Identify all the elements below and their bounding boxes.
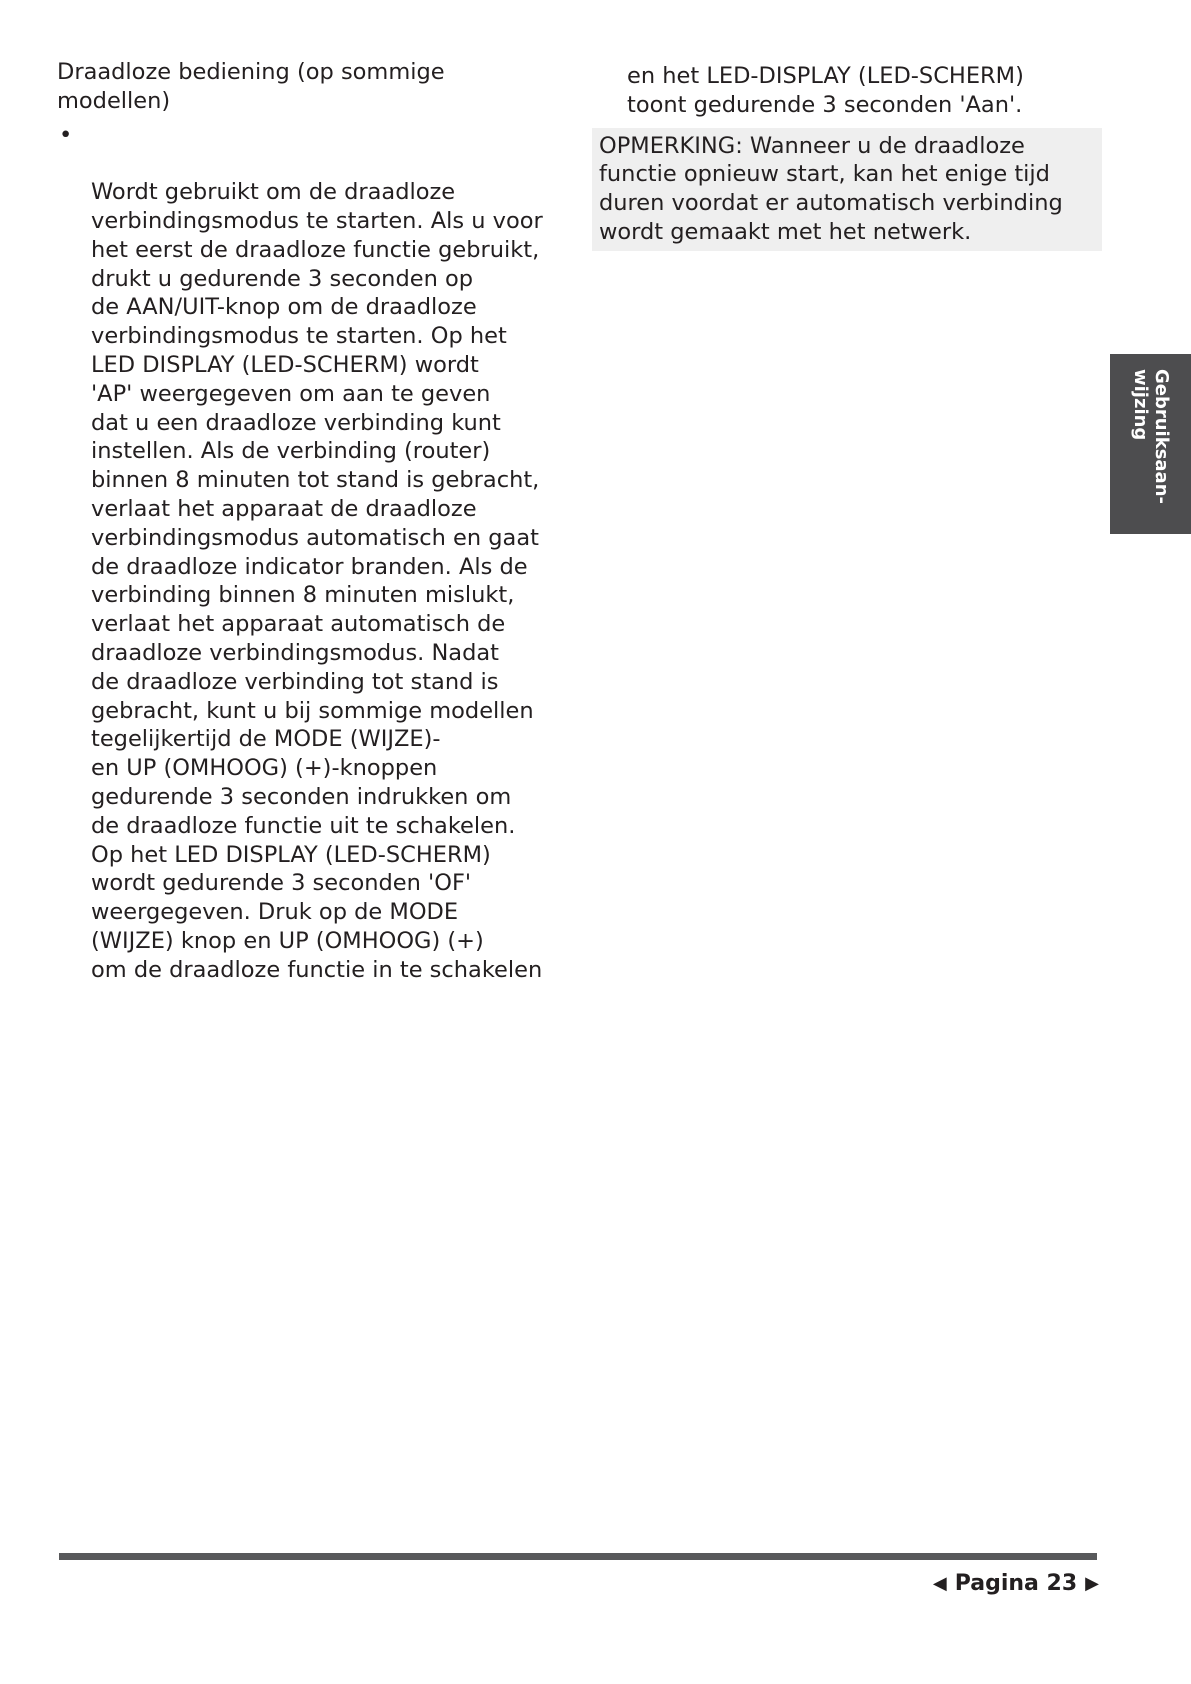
bullet-continuation: en het LED-DISPLAY (LED-SCHERM) toont gedurende 3 seconden 'Aan'.: [627, 63, 1024, 118]
note-box: OPMERKING: Wanneer u de draadloze functie opnieuw start, kan het enige tijd duren voordat er automatisch verbinding wordt gemaakt met het netwerk.: [592, 128, 1102, 251]
page-number: [933, 1571, 1099, 1596]
left-column: [57, 58, 577, 985]
side-tab-label: Gebruiksaan- wijzing: [1130, 369, 1172, 504]
footer-divider: [59, 1553, 1097, 1560]
next-page-icon: ▶: [1085, 1573, 1099, 1594]
side-tab: [1110, 354, 1191, 534]
bullet-symbol: •: [59, 121, 73, 148]
prev-page-icon: ◀: [932, 1573, 947, 1594]
right-column: [592, 62, 1102, 251]
page-label: Pagina 23: [954, 1571, 1078, 1596]
bullet-text: Wordt gebruikt om de draadloze verbindingsmodus te starten. Als u voor het eerst de draadloze functie gebruikt, drukt u gedurende 3 seconden op de AAN/UIT-knop om de draadloze verbindingsmodus te starten. Op het LED DISPLAY (LED-SCHERM) wordt 'AP' weergegeven om aan te geven dat u een draadloze verbinding kunt instellen. Als de verbinding (router) binnen 8 minuten tot stand is gebracht, verlaat het apparaat de draadloze verbindingsmodus automatisch en gaat de draadloze indicator branden. Als de verbinding binnen 8 minuten mislukt, verlaat het apparaat automatisch de draadloze verbindingsmodus. Nadat de draadloze verbinding tot stand is gebracht, kunt u bij sommige modellen tegelijkertijd de MODE (WIJZE)- en UP (OMHOOG) (+)-knoppen gedurende 3 seconden indrukken om de draadloze functie uit te schakelen. Op het LED DISPLAY (LED-SCHERM) wordt gedurende 3 seconden 'OF' weergegeven. Druk op de MODE (WIJZE) knop en UP (OMHOOG) (+) om de draadloze functie in te schakelen: [91, 179, 543, 983]
bullet-item: [57, 121, 577, 985]
section-heading: Draadloze bediening (op sommige modellen): [57, 59, 445, 114]
